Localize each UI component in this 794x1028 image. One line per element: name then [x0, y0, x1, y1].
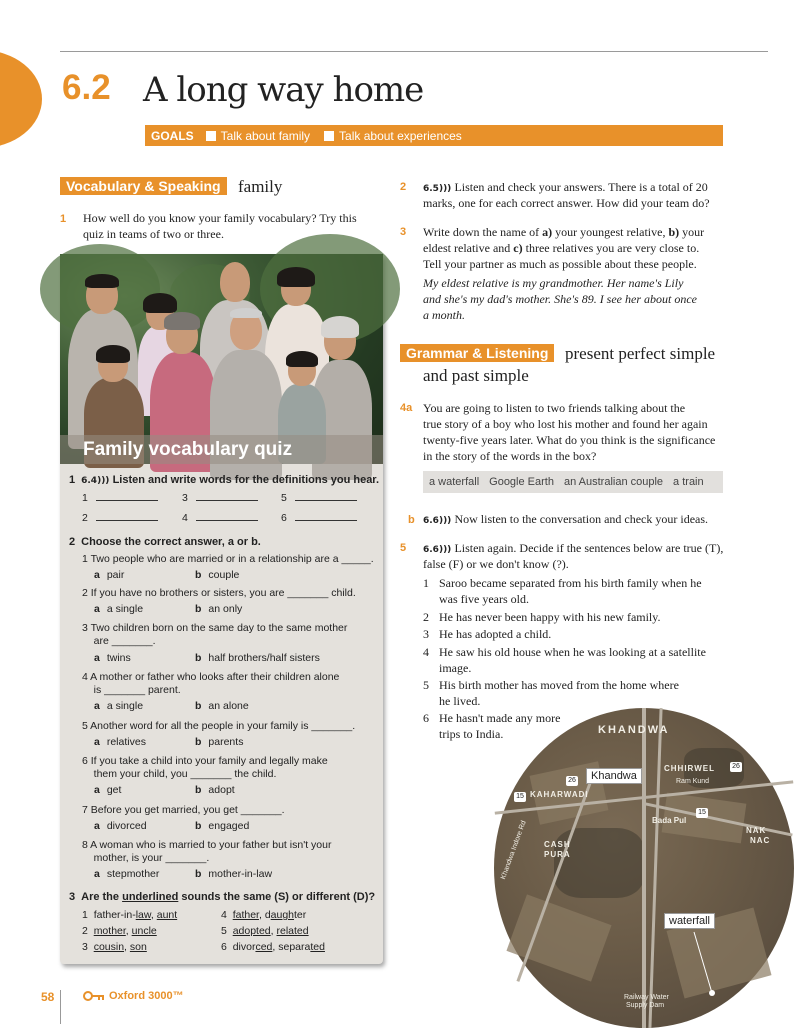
option-a[interactable]: a stepmother	[94, 868, 160, 880]
map-label: KAHARWADI	[530, 790, 589, 799]
option-b[interactable]: b adopt	[195, 784, 235, 796]
unit-number: 6.2	[62, 68, 111, 107]
quiz-item-text: 5 Another word for all the people in your family is _______.	[82, 720, 356, 732]
vocab-section-tag: Vocabulary & Speaking	[60, 177, 227, 195]
option-a[interactable]: a a single	[94, 700, 144, 712]
unit-title: A long way home	[143, 70, 424, 110]
question-3-text-line: Write down the name of a) your youngest relative, b) your	[423, 225, 705, 239]
quiz-title: Family vocabulary quiz	[60, 435, 383, 464]
sound-pair: 3 cousin, son	[82, 941, 147, 953]
map-label: Bada Pul	[652, 816, 687, 825]
quiz-item-text: them your child, you _______ the child.	[82, 768, 277, 780]
statement-number: 2	[423, 610, 429, 624]
option-b[interactable]: b couple	[195, 569, 240, 581]
quiz-item-text: 4 A mother or father who looks after their children alone	[82, 671, 340, 683]
audio-track-number: 6.6	[423, 516, 439, 526]
statement-number: 5	[423, 678, 429, 692]
goals-bar	[145, 125, 723, 146]
oxford-3000-note: Oxford 3000™	[83, 990, 184, 1002]
word-box-item: an Australian couple	[563, 476, 664, 488]
top-rule	[60, 51, 768, 52]
goals-label: GOALS	[151, 128, 194, 143]
question-5-text-line: 6.6))) Listen again. Decide if the sentences below are true (T),	[423, 541, 724, 555]
quiz-item-text: 1 Two people who are married or in a relationship are a _____.	[82, 553, 374, 565]
audio-icon: )))	[438, 516, 455, 526]
grammar-section-subtitle: and past simple	[423, 366, 529, 385]
audio-track-number: 6.5	[423, 184, 439, 194]
map-label: Supply Dam	[626, 1002, 665, 1009]
statement-number: 6	[423, 711, 429, 725]
quiz-item-text: 7 Before you get married, you get _______.	[82, 804, 285, 816]
audio-icon: )))	[438, 184, 455, 194]
statement-text: He hasn't made any more	[439, 711, 561, 725]
example-text-line: a month.	[423, 308, 465, 322]
quiz-item-text: is _______ parent.	[82, 684, 181, 696]
quiz-item-text: 3 Two children born on the same day to the same mother	[82, 622, 348, 634]
map-label: CHHIRWEL	[664, 764, 715, 773]
checkbox-icon	[324, 131, 334, 141]
statement-text: He has never been happy with his new family.	[439, 610, 661, 624]
map-label: NAK	[746, 826, 767, 835]
question-number: b	[408, 514, 415, 526]
option-b[interactable]: b parents	[195, 736, 244, 748]
quiz-item-text: are _______.	[82, 635, 156, 647]
option-a[interactable]: a twins	[94, 652, 131, 664]
statement-text: was five years old.	[439, 592, 529, 606]
footer-rule	[60, 990, 61, 1024]
answer-blank[interactable]: 3	[182, 492, 258, 504]
answer-blank[interactable]: 2	[82, 512, 158, 524]
option-b[interactable]: b half brothers/half sisters	[195, 652, 320, 664]
sound-pair: 4 father, daughter	[221, 909, 307, 921]
statement-text: His birth mother has moved from the home where	[439, 678, 679, 692]
road-shield-icon: 26	[730, 762, 742, 772]
question-2-text-line: 6.5))) Listen and check your answers. There is a total of 20	[423, 180, 708, 194]
family-photo	[60, 254, 383, 464]
answer-blank[interactable]: 1	[82, 492, 158, 504]
audio-track-number: 6.4	[81, 476, 98, 486]
audio-icon: )))	[97, 476, 113, 486]
map-label: Railway Water	[624, 994, 669, 1001]
map-label: CASH	[544, 840, 571, 849]
grammar-section-subtitle: present perfect simple	[565, 344, 716, 363]
sound-pair: 2 mother, uncle	[82, 925, 157, 937]
option-b[interactable]: b mother-in-law	[195, 868, 273, 880]
statement-number: 4	[423, 645, 429, 659]
map-label: Ram Kund	[676, 778, 710, 785]
unit-tab-decoration	[0, 50, 42, 148]
answer-blank[interactable]: 4	[182, 512, 258, 524]
statement-text: Saroo became separated from his birth family when he	[439, 576, 702, 590]
question-4a-text-line: You are going to listen to two friends talking about the	[423, 401, 686, 415]
answer-blank[interactable]: 5	[281, 492, 357, 504]
answer-blank[interactable]: 6	[281, 512, 357, 524]
quiz-item-text: mother, is your _______.	[82, 852, 210, 864]
word-box-item: Google Earth	[489, 476, 554, 488]
question-4a-text-line: in the story of the words in the box?	[423, 449, 597, 463]
callout-pointer	[494, 708, 794, 1028]
example-text-line: My eldest relative is my grandmother. Her name's Lily	[423, 276, 684, 290]
question-1-text-line: quiz in teams of two or three.	[83, 227, 224, 241]
word-box-item: a train	[673, 476, 704, 488]
road-shield-icon: 26	[566, 776, 578, 786]
quiz-section-2-heading: 2 Choose the correct answer, a or b.	[69, 536, 261, 548]
question-3-text-line: Tell your partner as much as possible about these people.	[423, 257, 697, 271]
option-b[interactable]: b an only	[195, 603, 243, 615]
question-4b-text: 6.6))) Now listen to the conversation and check your ideas.	[423, 512, 709, 526]
family-vocabulary-quiz-panel	[60, 254, 383, 964]
quiz-item-text: 8 A woman who is married to your father but isn't your	[82, 839, 332, 851]
grammar-section-tag: Grammar & Listening	[400, 344, 554, 362]
quiz-item-text: 2 If you have no brothers or sisters, you are _______ child.	[82, 587, 356, 599]
checkbox-icon	[206, 131, 216, 141]
quiz-section-1-heading: 1 6.4))) Listen and write words for the definitions you hear.	[69, 474, 380, 486]
vocab-section-subtitle: family	[238, 177, 283, 196]
question-number: 3	[400, 226, 407, 238]
key-icon	[83, 991, 105, 1001]
sound-pair: 6 divorced, separated	[221, 941, 325, 953]
statement-text: image.	[439, 661, 472, 675]
question-number: 2	[400, 181, 407, 193]
word-box	[423, 471, 723, 493]
statement-text: trips to India.	[439, 727, 504, 741]
question-number: 5	[400, 542, 407, 554]
option-a[interactable]: a get	[94, 784, 122, 796]
question-number: 4a	[400, 402, 413, 414]
map-callout-waterfall: waterfall	[664, 913, 715, 929]
statement-number: 3	[423, 627, 429, 641]
word-box-item: a waterfall	[429, 476, 480, 488]
map-label: NAC	[750, 836, 771, 845]
question-2-text-line: marks, one for each correct answer. How did your team do?	[423, 196, 710, 210]
question-5-text-line: false (F) or we don't know (?).	[423, 557, 569, 571]
option-a[interactable]: a pair	[94, 569, 125, 581]
example-text-line: and she's my dad's mother. She's 89. I see her about once	[423, 292, 697, 306]
option-a[interactable]: a relatives	[94, 736, 146, 748]
map-label: KHANDWA	[598, 724, 670, 736]
question-4a-text-line: true story of a boy who lost his mother and found her again	[423, 417, 708, 431]
map-label: Khandwa Indore Rd	[500, 819, 528, 881]
option-b[interactable]: b an alone	[195, 700, 249, 712]
map-callout-khandwa: Khandwa	[586, 768, 642, 784]
goal-item: Talk about family	[206, 129, 310, 143]
statement-number: 1	[423, 576, 429, 590]
sound-pair: 1 father-in-law, aunt	[82, 909, 178, 921]
option-a[interactable]: a divorced	[94, 820, 147, 832]
goal-item: Talk about experiences	[324, 129, 462, 143]
option-a[interactable]: a a single	[94, 603, 144, 615]
road-shield-icon: 15	[696, 808, 708, 818]
quiz-item-text: 6 If you take a child into your family and legally make	[82, 755, 328, 767]
sound-pair: 5 adopted, related	[221, 925, 309, 937]
statement-text: He has adopted a child.	[439, 627, 552, 641]
satellite-map	[494, 708, 794, 1028]
question-1-text-line: How well do you know your family vocabulary? Try this	[83, 211, 357, 225]
audio-icon: )))	[438, 545, 455, 555]
question-4a-text-line: twenty-five years later. What do you think is the significance	[423, 433, 716, 447]
audio-track-number: 6.6	[423, 545, 439, 555]
question-number: 1	[60, 213, 67, 225]
quiz-section-3-heading: 3 Are the underlined sounds the same (S) or different (D)?	[69, 891, 376, 903]
option-b[interactable]: b engaged	[195, 820, 250, 832]
statement-text: he lived.	[439, 694, 481, 708]
page-number: 58	[41, 990, 55, 1004]
road-shield-icon: 15	[514, 792, 526, 802]
question-3-text-line: eldest relative and c) three relatives you are very close to.	[423, 241, 700, 255]
map-label: PURA	[544, 850, 571, 859]
statement-text: He saw his old house when he was looking at a satellite	[439, 645, 706, 659]
